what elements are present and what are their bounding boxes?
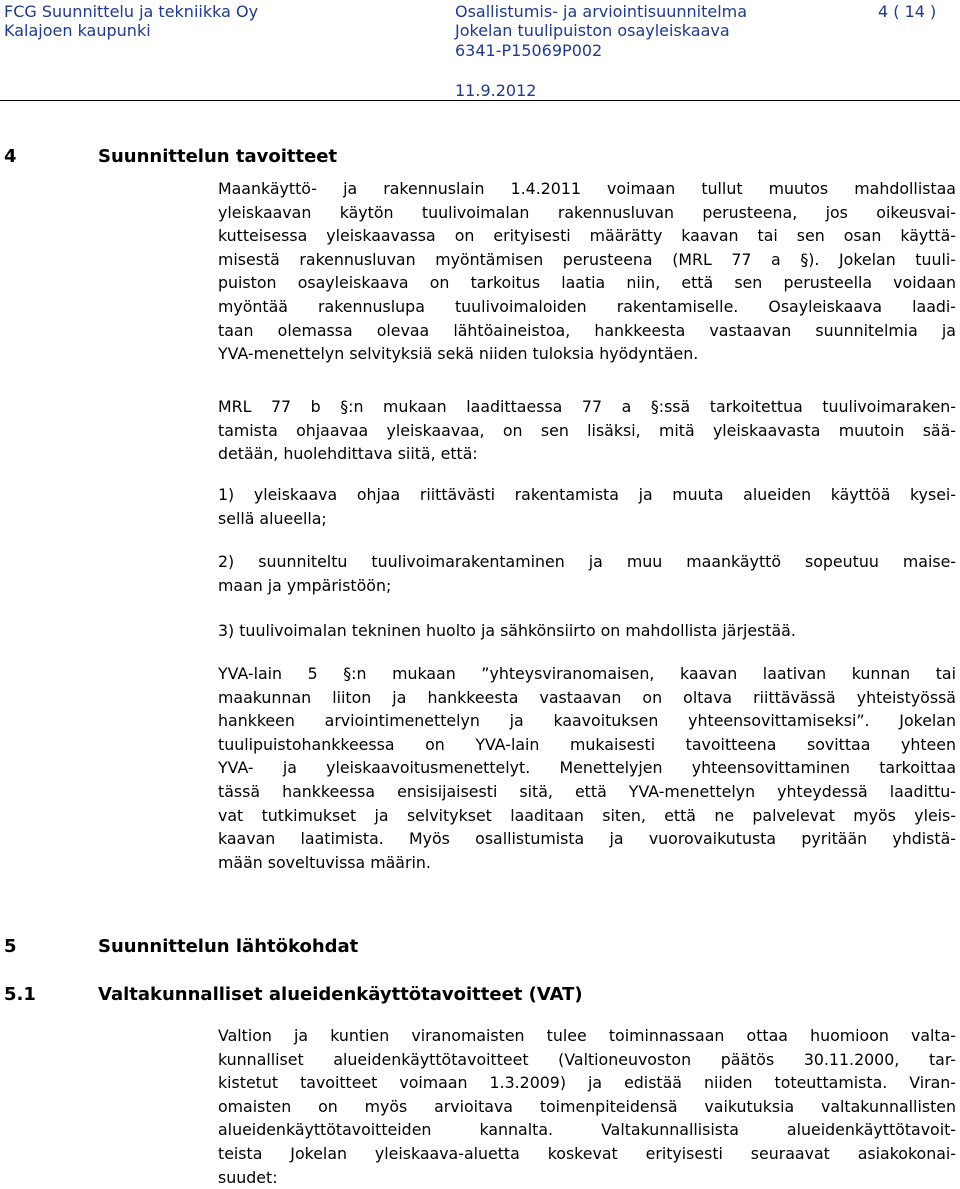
text-line: kutteisessa yleiskaavassa on erityisesti määrätty kaavan tai sen osan käyttä- xyxy=(218,226,956,246)
text-line: tamista ohjaavaa yleiskaavaa, on sen lisäksi, mitä yleiskaavasta muutoin sää- xyxy=(218,420,956,440)
text-line: MRL 77 b §:n mukaan laadittaessa 77 a §:ssä tarkoitettua tuulivoimaraken- xyxy=(218,397,956,416)
header-project-code: 6341-P15069P002 xyxy=(455,41,603,60)
section-4-paragraph-5 xyxy=(218,619,956,643)
section-5-1-number: 5.1 xyxy=(4,984,36,1005)
text-line: Maankäyttö- ja rakennuslain 1.4.2011 voimaan tullut muutos mahdollistaa xyxy=(218,179,956,198)
text-line: hankkeen arviointimenettelyn ja kaavoituksen yhteensovittamiseksi”. Jokelan xyxy=(218,711,956,731)
text-line: kunnalliset alueidenkäyttötavoitteet (Valtioneuvoston päätös 30.11.2000, tar- xyxy=(218,1049,956,1069)
text-line: suudet: xyxy=(218,1167,278,1187)
text-line: Valtion ja kuntien viranomaisten tulee toiminnassaan ottaa huomioon valta- xyxy=(218,1026,956,1045)
text-line: mään soveltuvissa määrin. xyxy=(218,852,431,872)
text-line: vat tutkimukset ja selvitykset laaditaan siten, että ne palvelevat myös yleis- xyxy=(218,805,956,825)
text-line: sellä alueella; xyxy=(218,508,327,528)
text-line: myöntää rakennuslupa tuulivoimaloiden rakentamiselle. Osayleiskaava laadi- xyxy=(218,296,956,316)
header-divider xyxy=(0,100,960,101)
section-5-title: Suunnittelun lähtökohdat xyxy=(98,936,359,957)
text-line: kistetut tavoitteet voimaan 1.3.2009) ja edistää niiden toteuttamista. Viran- xyxy=(218,1073,956,1093)
text-line: YVA-lain 5 §:n mukaan ”yhteysviranomaisen, kaavan laativan kunnan tai xyxy=(218,664,956,683)
header-plan-name: Jokelan tuulipuiston osayleiskaava xyxy=(455,21,730,40)
text-line: taan olemassa olevaa lähtöaineistoa, hankkeesta vastaavan suunnitelmia ja xyxy=(218,320,956,340)
section-4-paragraph-6 xyxy=(218,662,956,874)
text-line: kaavan laatimista. Myös osallistumista ja vuorovaikutusta pyritään yhdistä- xyxy=(218,829,956,849)
section-4-paragraph-2 xyxy=(218,395,956,466)
text-line: YVA- ja yleiskaavoitusmenettelyt. Menettelyjen yhteensovittaminen tarkoittaa xyxy=(218,758,956,778)
header-company: FCG Suunnittelu ja tekniikka Oy xyxy=(4,2,259,21)
text-line: 1) yleiskaava ohjaa riittävästi rakentamista ja muuta alueiden käyttöä kysei- xyxy=(218,485,956,504)
section-5-number: 5 xyxy=(4,936,17,957)
page-number: 4 ( 14 ) xyxy=(878,2,937,21)
section-4-paragraph-1 xyxy=(218,177,956,366)
text-line: alueidenkäyttötavoitteiden kannalta. Valtakunnallisista alueidenkäyttötavoit- xyxy=(218,1120,956,1140)
header-date: 11.9.2012 xyxy=(455,81,537,100)
section-5-1-paragraph xyxy=(218,1024,956,1189)
text-line: teista Jokelan yleiskaava-aluetta koskevat erityisesti seuraavat asiakokonai- xyxy=(218,1143,956,1163)
section-4-paragraph-4 xyxy=(218,550,956,597)
text-line: omaisten on myös arvioitava toimenpiteidensä vaikutuksia valtakunnallisten xyxy=(218,1096,956,1116)
text-line: yleiskaavan käytön tuulivoimalan rakennusluvan perusteena, jos oikeusvai- xyxy=(218,202,956,222)
header-client: Kalajoen kaupunki xyxy=(4,21,151,40)
header-doc-title: Osallistumis- ja arviointisuunnitelma xyxy=(455,2,748,21)
text-line: tuulipuistohankkeessa on YVA-lain mukaisesti tavoitteena sovittaa yhteen xyxy=(218,734,956,754)
text-line: 3) tuulivoimalan tekninen huolto ja sähkönsiirto on mahdollista järjestää. xyxy=(218,621,796,640)
text-line: 2) suunniteltu tuulivoimarakentaminen ja muu maankäyttö sopeutuu maise- xyxy=(218,552,956,571)
section-4-number: 4 xyxy=(4,146,17,167)
section-4-title: Suunnittelun tavoitteet xyxy=(98,146,338,167)
text-line: maan ja ympäristöön; xyxy=(218,575,392,595)
text-line: YVA-menettelyn selvityksiä sekä niiden tuloksia hyödyntäen. xyxy=(218,344,699,364)
text-line: misestä rakennusluvan myöntämisen perusteena (MRL 77 a §). Jokelan tuuli- xyxy=(218,249,956,269)
section-5-1-title: Valtakunnalliset alueidenkäyttötavoitteet (VAT) xyxy=(98,984,583,1005)
section-4-paragraph-3 xyxy=(218,483,956,530)
text-line: maakunnan liiton ja hankkeesta vastaavan on oltava riittävässä yhteistyössä xyxy=(218,687,956,707)
text-line: detään, huolehdittava siitä, että: xyxy=(218,444,478,464)
text-line: puiston osayleiskaava on tarkoitus laatia niin, että sen perusteella voidaan xyxy=(218,273,956,293)
text-line: tässä hankkeessa ensisijaisesti sitä, että YVA-menettelyn yhteydessä laadittu- xyxy=(218,781,956,801)
